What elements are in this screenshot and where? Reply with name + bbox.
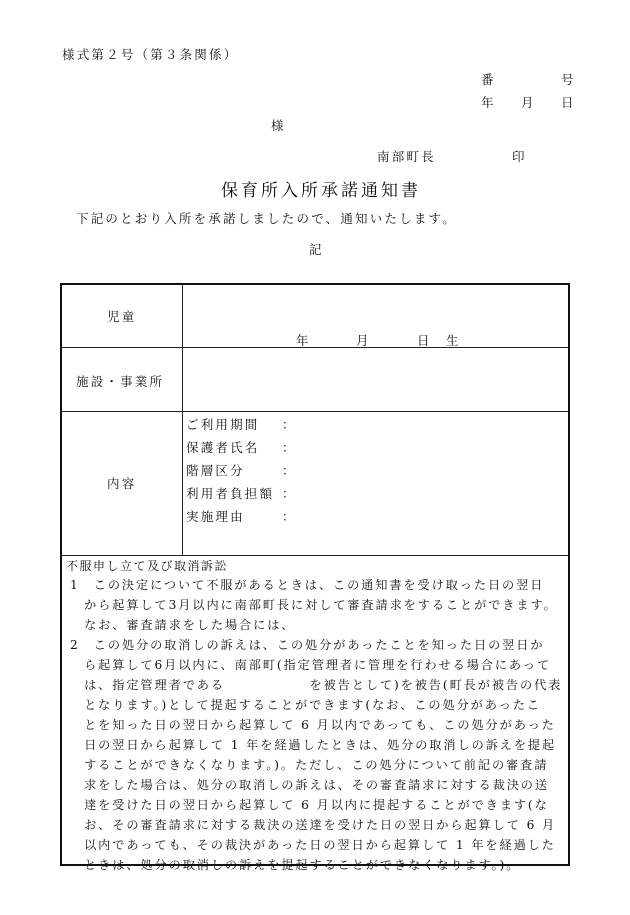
field-usage-period-colon: ：	[282, 417, 297, 432]
appeal-line: 1 この決定について不服があるときは、この通知書を受け取った日の翌日	[70, 578, 545, 592]
field-tier: 階層区分	[186, 463, 245, 478]
appeal-line: なお、審査請求をした場合には、	[70, 618, 296, 632]
appeal-line: 2 この処分の取消しの訴えは、この処分があったことを知った日の翌日か	[70, 638, 545, 652]
birth-day-label: 日	[417, 333, 432, 348]
appeal-line: 日の翌日から起算して 1 年を経過したときは、処分の取消しの訴えを提起	[70, 738, 557, 752]
seal-mark: 印	[512, 149, 527, 164]
date-day-label: 日	[561, 95, 576, 110]
birth-year-label: 年	[296, 333, 311, 348]
appeal-heading: 不服申し立て及び取消訴訟	[66, 559, 229, 573]
field-reason-colon: ：	[282, 509, 297, 524]
appeal-line: となります。)として提起することができます(なお、この処分があったこ	[70, 698, 541, 712]
recipient-sama: 様	[271, 118, 286, 133]
child-label: 児童	[107, 309, 137, 324]
form-number: 様式第２号（第３条関係）	[62, 47, 239, 62]
intro-text: 下記のとおり入所を承諾しましたので、通知いたします。	[76, 211, 457, 226]
field-usage-period: ご利用期間	[186, 417, 260, 432]
appeal-line: 求をした場合は、処分の取消しの訴えは、その審査請求に対する裁決の送	[70, 778, 549, 792]
field-tier-colon: ：	[282, 463, 297, 478]
appeal-line: ら起算して6月以内に、南部町(指定管理者に管理を行わせる場合にあって	[70, 658, 552, 672]
field-fee-colon: ：	[282, 486, 297, 501]
row-divider-child	[62, 347, 568, 348]
appeal-line: 以内であっても、その裁決があった日の翌日から起算して 1 年を経過した	[70, 838, 556, 852]
row-divider-content	[62, 555, 568, 556]
document-title: 保育所入所承諾通知書	[221, 181, 421, 201]
field-fee: 利用者負担額	[186, 486, 275, 501]
appeal-line: お、その審査請求に対する裁決の送達を受けた日の翌日から起算して 6 月	[70, 818, 557, 832]
field-guardian-name-colon: ：	[282, 440, 297, 455]
field-reason: 実施理由	[186, 509, 245, 524]
column-divider	[182, 285, 183, 555]
date-month-label: 月	[521, 95, 536, 110]
facility-label: 施設・事業所	[76, 374, 165, 389]
appeal-line: 達を受けた日の翌日から起算して 6 月以内に提起することができます(な	[70, 798, 549, 812]
appeal-line: は、指定管理者である を被告として)を被告(町長が被告の代表	[70, 678, 563, 692]
birth-month-label: 月	[356, 333, 371, 348]
number-go-label: 号	[561, 72, 576, 87]
birth-sei-label: 生	[446, 333, 461, 348]
appeal-line: から起算して3月以内に南部町長に対して審査請求をすることができます。	[70, 598, 558, 612]
date-year-label: 年	[481, 95, 496, 110]
content-label: 内容	[107, 476, 137, 491]
field-guardian-name: 保護者氏名	[186, 440, 260, 455]
ki-label: 記	[309, 242, 324, 257]
issuer-name: 南部町長	[377, 149, 436, 164]
appeal-line: とを知った日の翌日から起算して 6 月以内であっても、この処分があった	[70, 718, 556, 732]
appeal-line: することができなくなります。)。ただし、この処分について前記の審査請	[70, 758, 549, 772]
row-divider-facility	[62, 411, 568, 412]
appeal-line: ときは、処分の取消しの訴えを提起することができなくなります。)。	[70, 858, 521, 872]
number-ban-label: 番	[481, 72, 496, 87]
